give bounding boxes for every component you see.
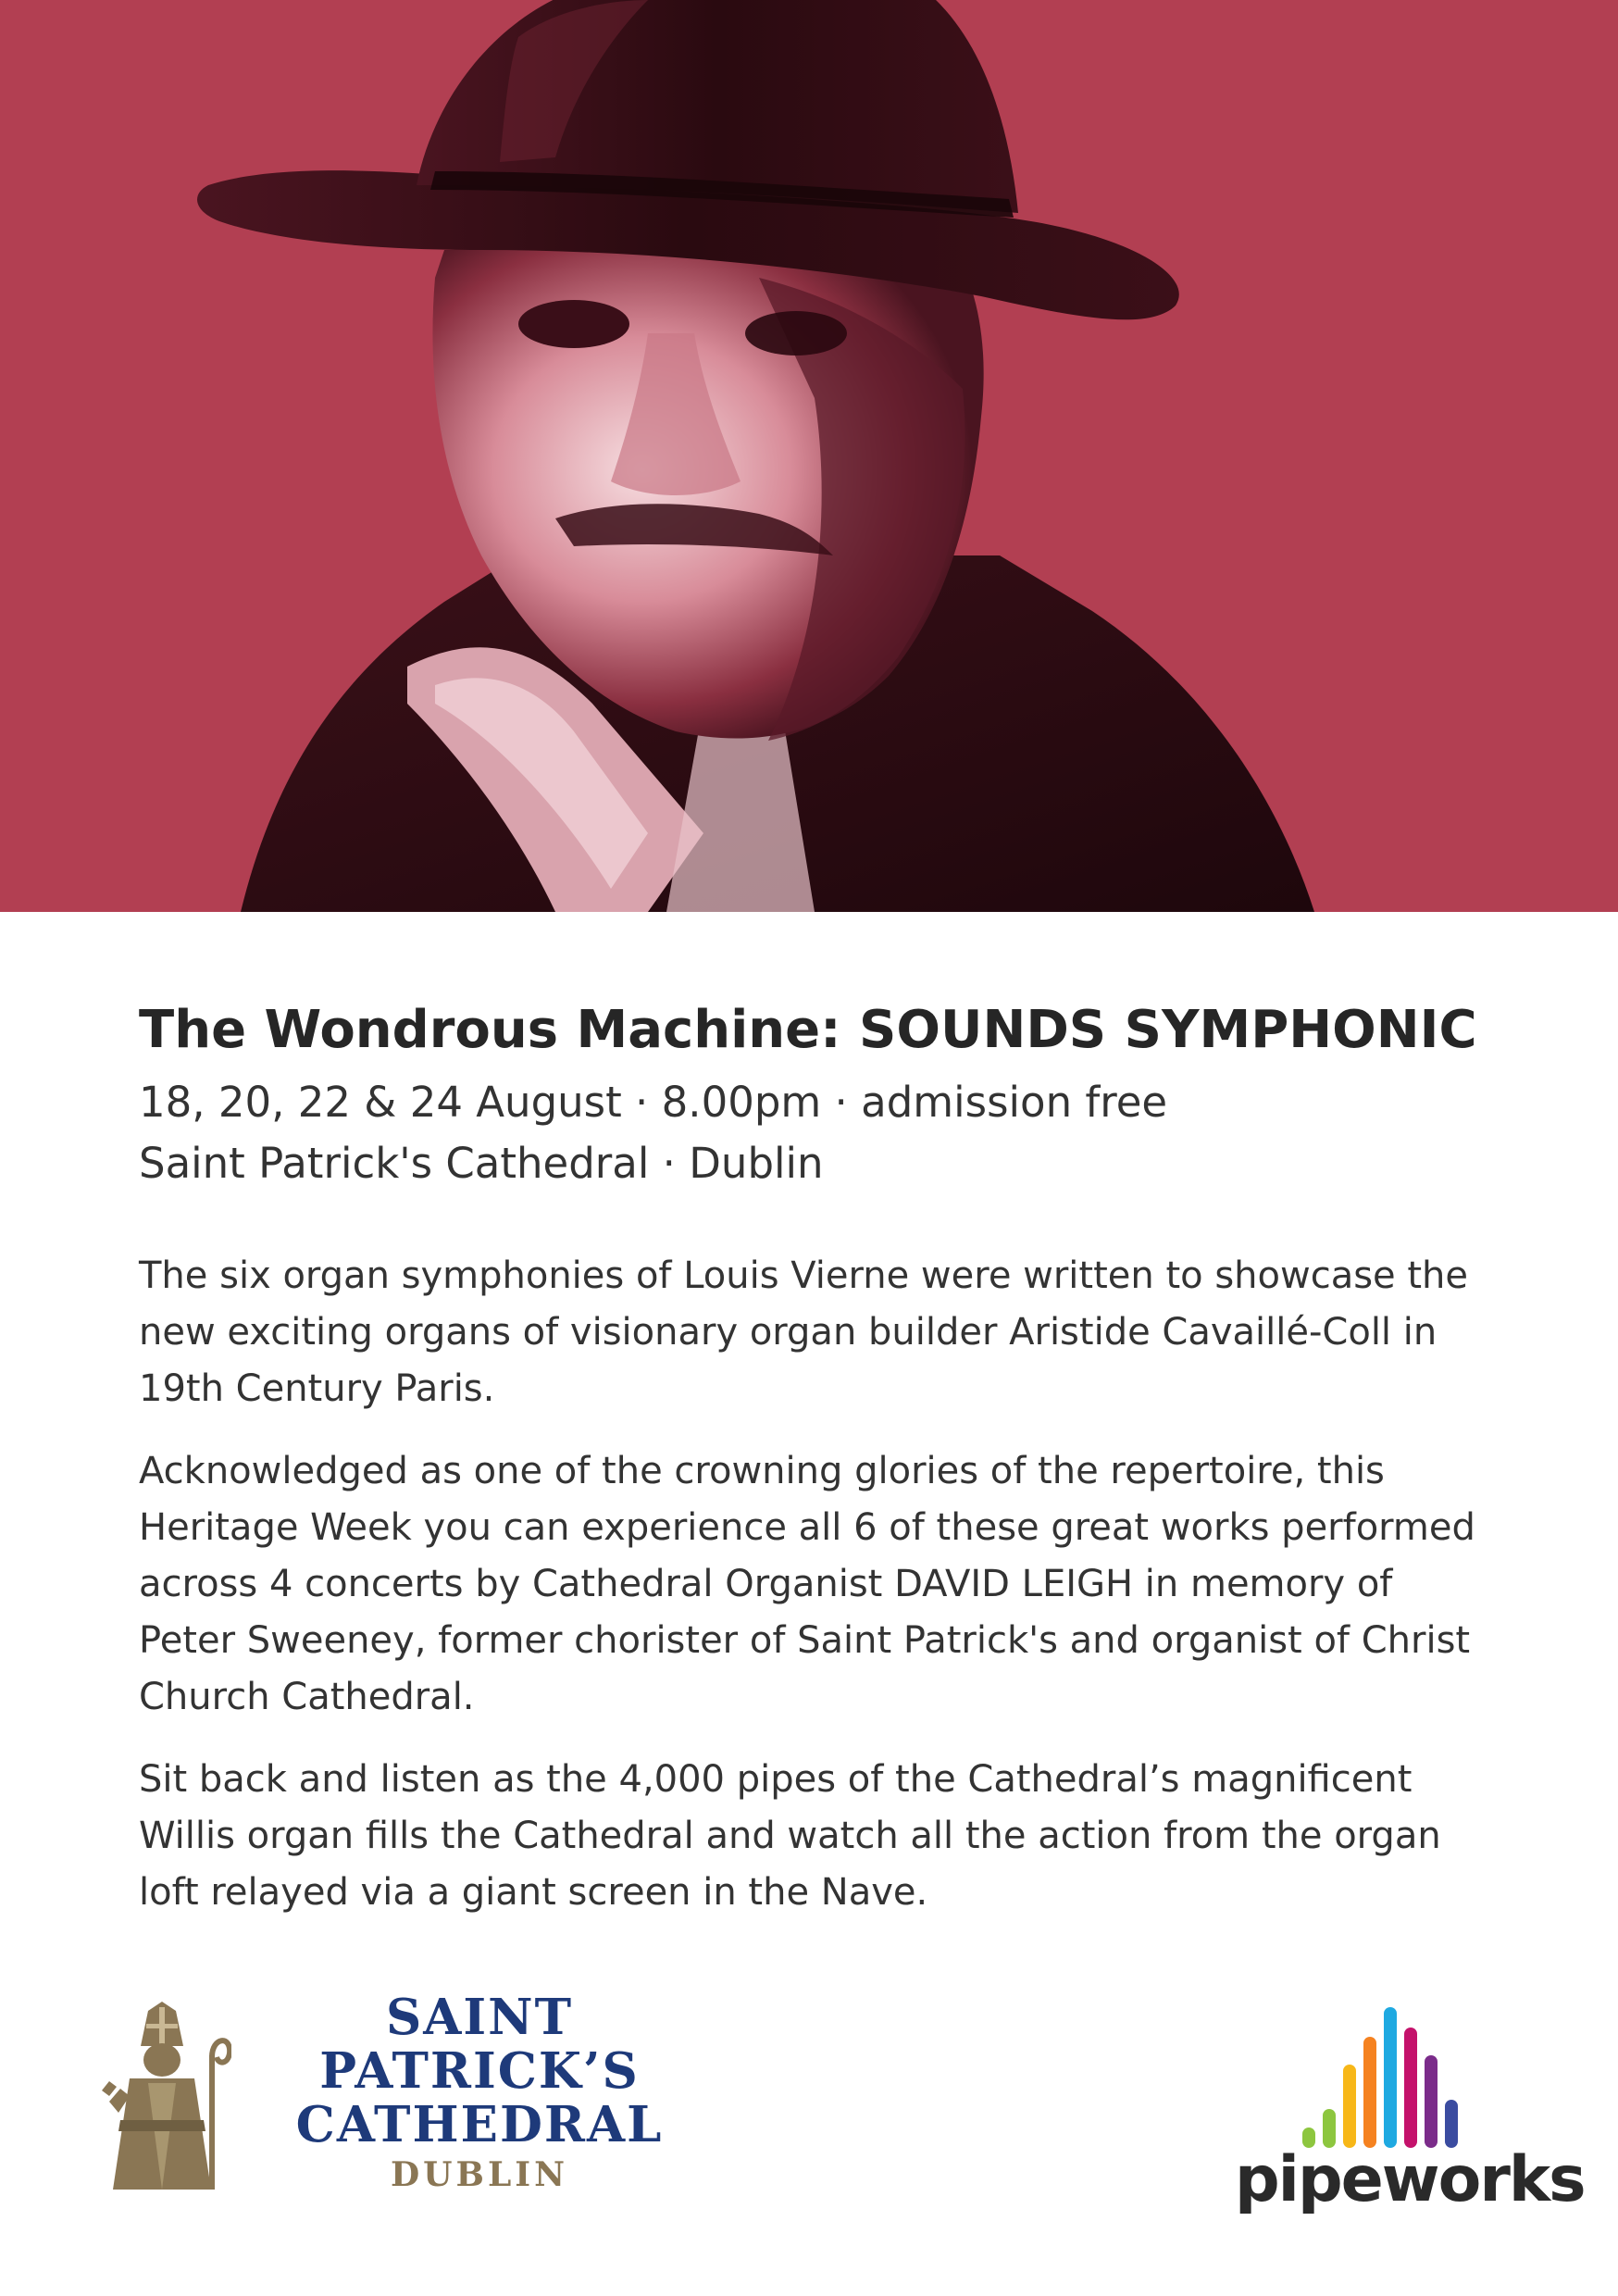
pipeworks-bar-3: [1343, 2065, 1356, 2148]
description-paragraph-1: The six organ symphonies of Louis Vierne were written to showcase the new exciting organs of visionary organ builder Aristide Cavaillé-Coll in 19th Century Paris.: [139, 1254, 1469, 1410]
pipeworks-wordmark: pipeworks: [1235, 2143, 1585, 2216]
pipeworks-bar-8: [1445, 2100, 1458, 2148]
hero-portrait: [0, 0, 1618, 912]
pipeworks-bar-2: [1323, 2109, 1336, 2148]
portrait-man-in-hat-illustration: [0, 0, 1618, 912]
description-paragraph-2: Acknowledged as one of the crowning glories of the repertoire, this Heritage Week you can experience all 6 of these great works performed across 4 concerts by Cathedral Organist DAVID LEIGH in memory of Peter Sweeney, former chorister of Saint Patrick's and organist of Christ Church Cathedral.: [139, 1450, 1475, 1718]
pipeworks-bar-5: [1384, 2007, 1397, 2148]
event-venue: Saint Patrick's Cathedral · Dublin: [139, 1139, 824, 1188]
saint-patricks-cathedral-logo: [93, 1990, 694, 2203]
description-paragraph-3: Sit back and listen as the 4,000 pipes of the Cathedral’s magnificent Willis organ fills the Cathedral and watch all the action from the organ loft relayed via a giant screen in the Nave.: [139, 1758, 1441, 1914]
pipeworks-bar-7: [1425, 2055, 1438, 2148]
pipeworks-bar-6: [1404, 2028, 1417, 2148]
event-dates: 18, 20, 22 & 24 August · 8.00pm · admission free: [139, 1078, 1168, 1127]
cathedral-wordmark-line-2: PATRICK’S: [319, 2042, 640, 2100]
cathedral-wordmark-dublin: DUBLIN: [390, 2155, 569, 2194]
pipeworks-bar-4: [1363, 2037, 1376, 2148]
event-details: [139, 989, 1509, 1947]
pipeworks-logo: [1222, 2000, 1585, 2222]
bishop-emblem-icon: [93, 2000, 231, 2194]
pipeworks-bars-icon: [1301, 2000, 1504, 2157]
event-title: The Wondrous Machine: SOUNDS SYMPHONIC: [139, 1000, 1477, 1060]
cathedral-wordmark-line-1: SAINT: [385, 1989, 574, 2046]
cathedral-wordmark-line-3: CATHEDRAL: [295, 2096, 664, 2153]
cathedral-wordmark: [267, 1990, 692, 2198]
event-description: [139, 1248, 1509, 1921]
